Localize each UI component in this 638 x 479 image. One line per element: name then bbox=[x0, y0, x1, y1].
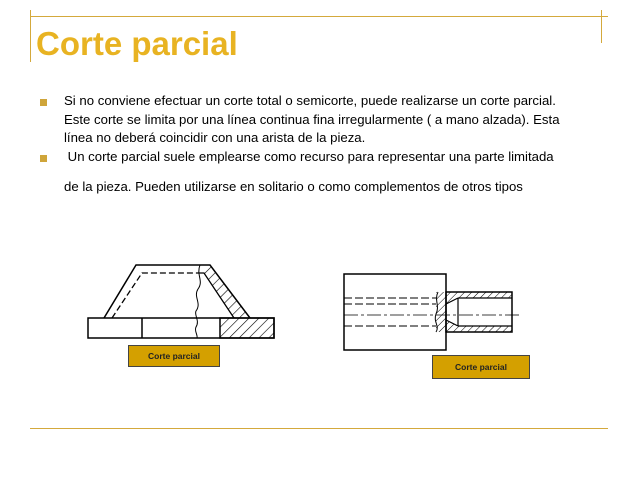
frame-left-line bbox=[30, 10, 31, 62]
bullet-1-line-1: Si no conviene efectuar un corte total o semicorte, puede realizarse un corte parcial. bbox=[64, 93, 556, 108]
figure-trapezoid-partial-section bbox=[84, 255, 280, 347]
frame-bottom-line bbox=[30, 428, 608, 429]
bullet-marker-1 bbox=[40, 99, 47, 106]
figure-1-caption: Corte parcial bbox=[128, 345, 220, 367]
bullet-1-line-2: Este corte se limita por una línea continua fina irregularmente ( a mano alzada). Esta bbox=[64, 111, 560, 127]
figure-shaft-partial-section bbox=[340, 268, 526, 356]
frame-right-line bbox=[601, 10, 602, 43]
frame-top-line bbox=[30, 16, 608, 17]
bullet-marker-2 bbox=[40, 155, 47, 162]
bullet-2-line-1: Un corte parcial suele emplearse como recurso para representar una parte limitada bbox=[64, 149, 554, 164]
slide-title: Corte parcial bbox=[36, 25, 238, 62]
bullet-1-line-3: línea no deberá coincidir con una arista de la pieza. bbox=[64, 130, 366, 145]
bullet-2-line-2: de la pieza. Pueden utilizarse en solitario o como complementos de otros tipos bbox=[64, 179, 523, 194]
figure-2-caption: Corte parcial bbox=[432, 355, 530, 379]
